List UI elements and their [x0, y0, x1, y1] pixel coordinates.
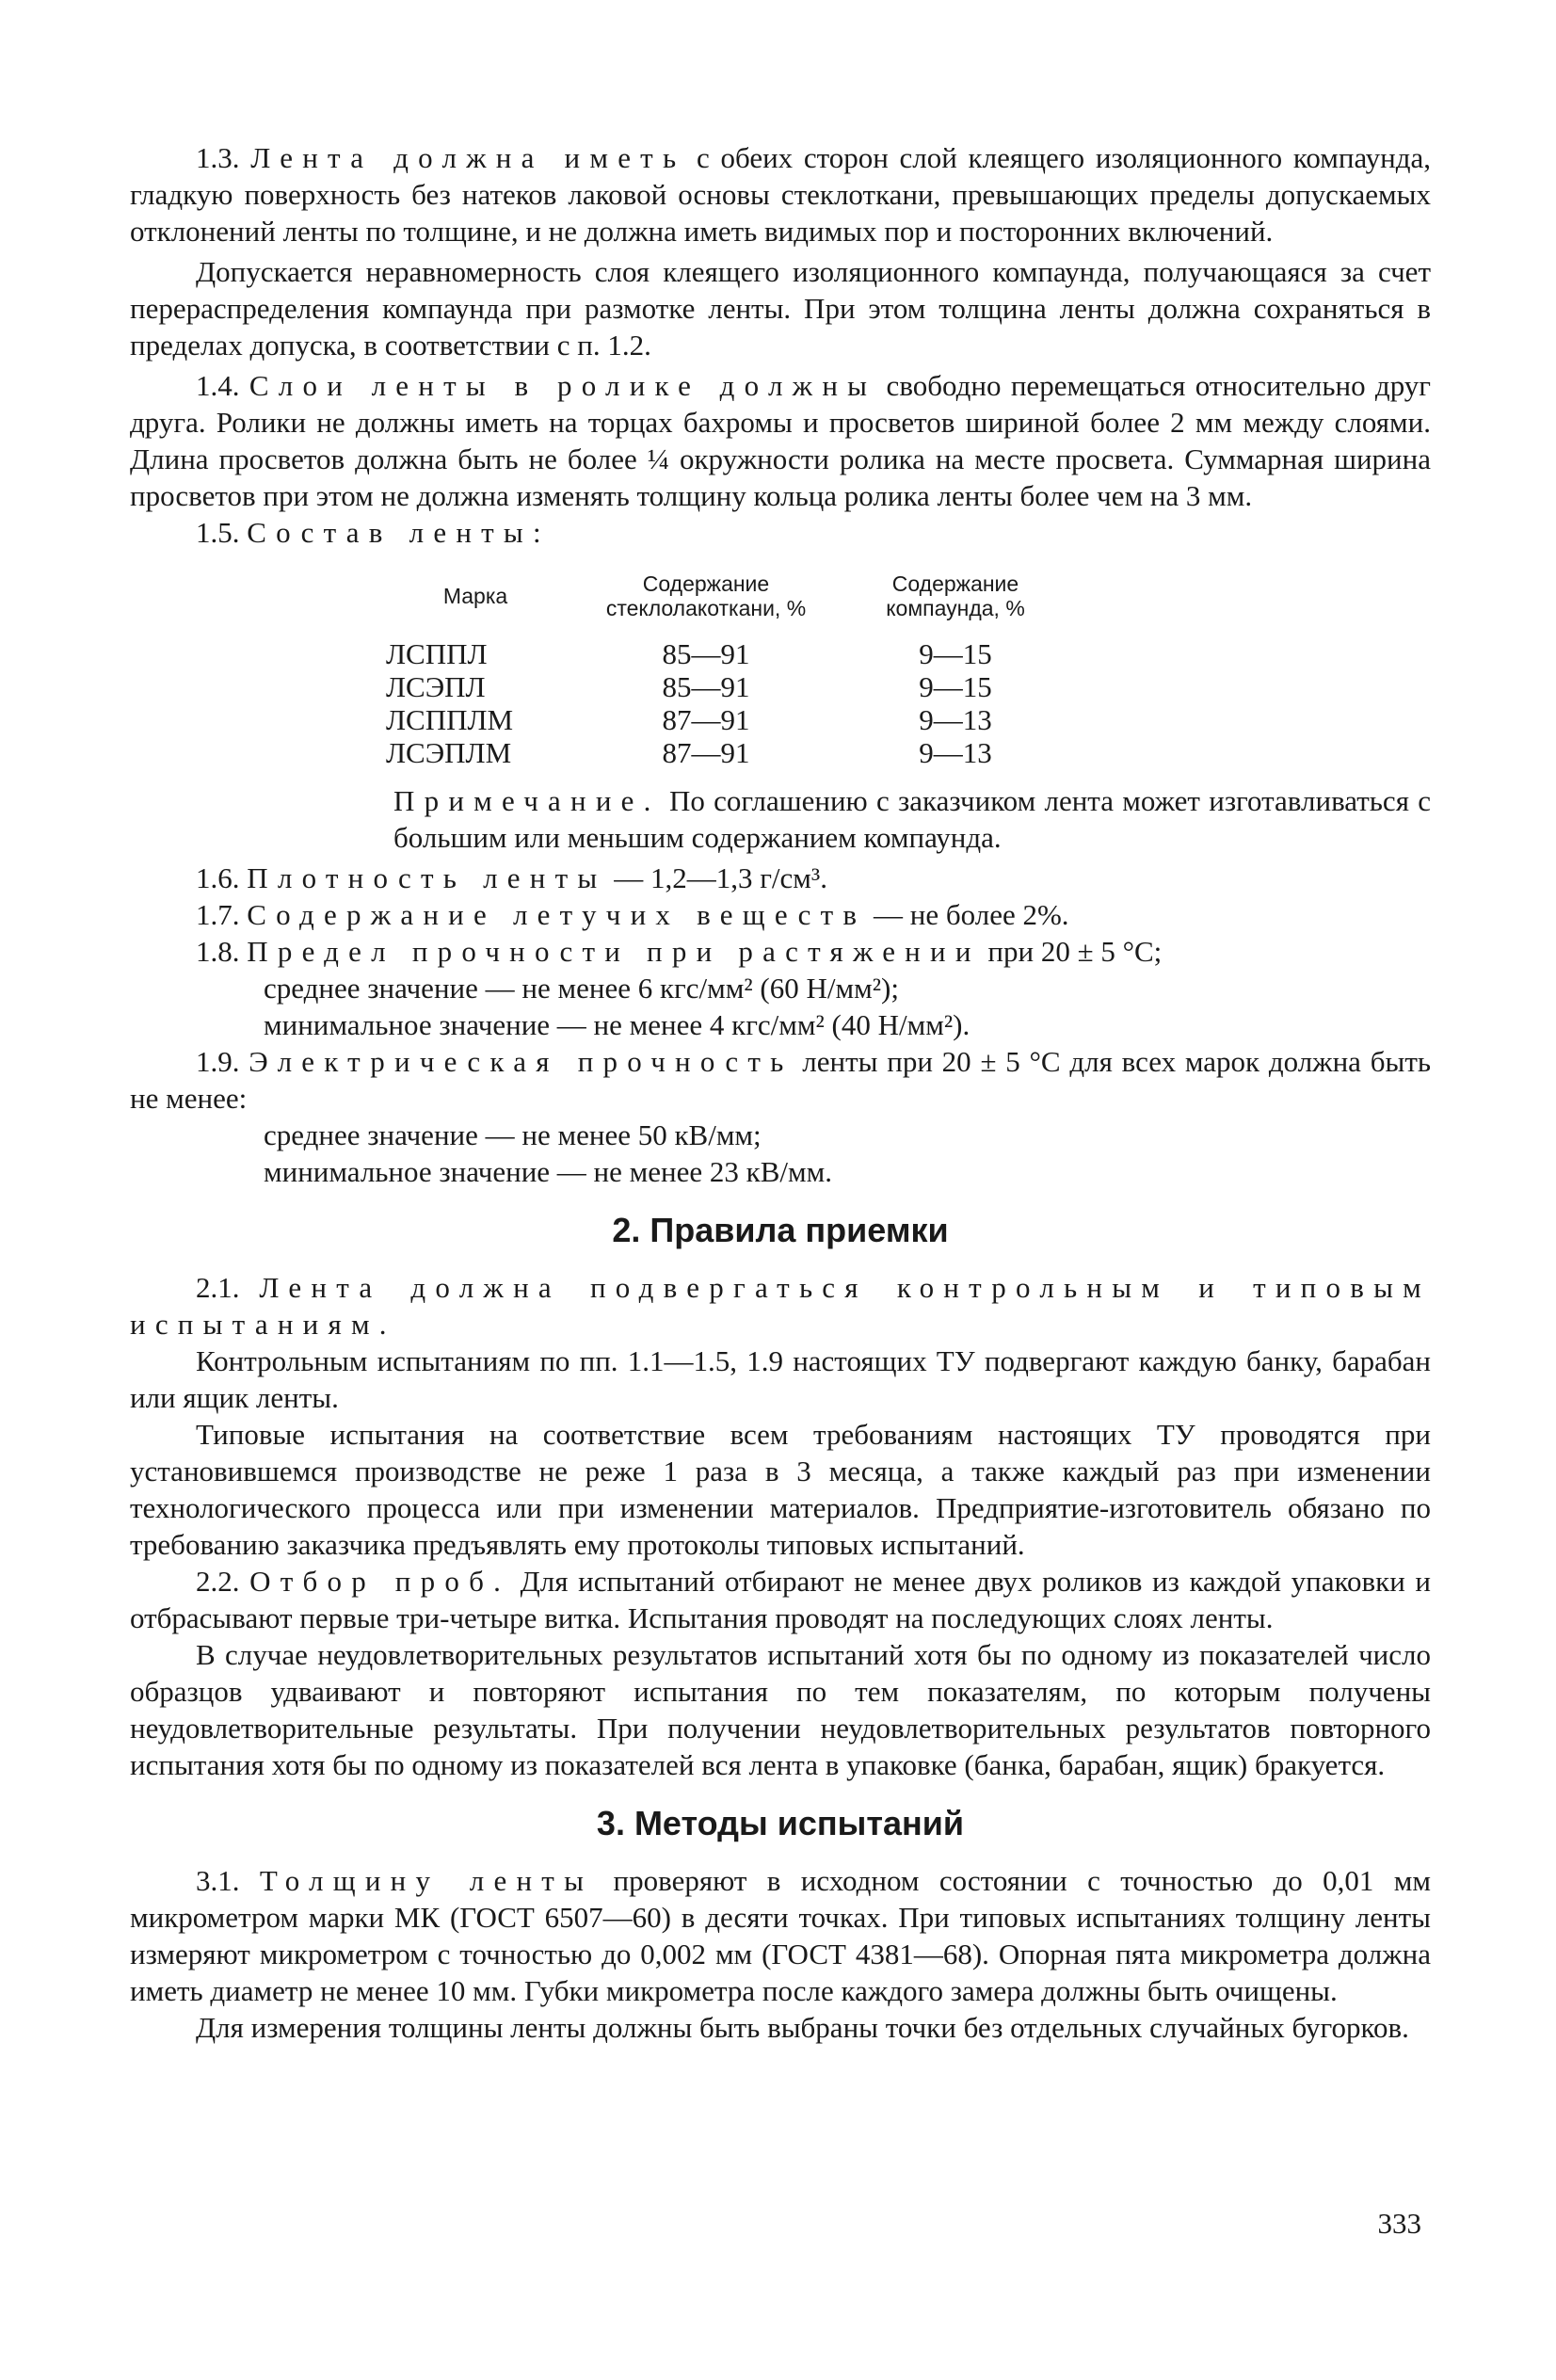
clause-term: Слои ленты в ролике должны: [249, 369, 877, 402]
clause-number: 1.4.: [196, 369, 240, 402]
clause-1-9: [130, 1043, 1431, 1117]
clause-line: минимальное значение — не менее 23 кВ/мм.: [264, 1155, 832, 1188]
clause-1-4: [130, 367, 1431, 514]
clause-line: среднее значение — не менее 6 кгс/мм² (60 Н/мм²);: [264, 972, 899, 1005]
clause-1-5: [130, 514, 1431, 551]
clause-number: 1.3.: [196, 141, 240, 174]
clause-text: с обеих сторон слой клеящего изоляционного компаунда, гладкую поверхность без натеков лаковой основы стеклоткани, превышающих пределы допускаемых отклонений ленты по толщине, и не должна иметь видимых пор и посторонних включений.: [130, 141, 1431, 248]
section-heading: 3. Методы испытаний: [596, 1804, 965, 1842]
clause-1-7: [130, 896, 1431, 933]
clause-text: — не более 2%.: [866, 898, 1069, 931]
clause-2-2: [130, 1563, 1431, 1636]
note: [393, 782, 1431, 856]
clause-term: Электрическая прочность: [249, 1045, 794, 1078]
clause-term: Лента должна иметь: [250, 141, 686, 174]
clause-term: Плотность ленты: [247, 861, 607, 894]
clause-text: проверяют в исходном состоянии с точностью до 0,01 мм микрометром марки МК (ГОСТ 6507—60) в десяти точках. При типовых испытаниях толщину ленты измеряют микрометром с точностью до 0,002 мм (ГОСТ 4381—68). Опорная пята микрометра должна иметь диаметр не менее 10 мм. Губки микрометра после каждого замера должны быть очищены.: [130, 1864, 1432, 2007]
clause-number: 1.7.: [196, 898, 240, 931]
table-cell: 9—15: [919, 670, 992, 703]
page-number: 333: [1377, 2207, 1421, 2240]
clause-term: Состав ленты:: [247, 516, 551, 549]
clause-term: Лента должна подвергаться контрольным и типовым испытаниям.: [130, 1271, 1432, 1341]
paragraph: Типовые испытания на соответствие всем требованиям настоящих ТУ проводятся при установившемся производстве не реже 1 раза в 3 месяца, а также каждый раз при изменении технологического процесса или при изменении материалов. Предприятие-изготовитель обязано по требованию заказчика предъявлять ему протоколы типовых испытаний.: [130, 1418, 1431, 1561]
clause-text: — 1,2—1,3 г/см³.: [606, 861, 827, 894]
table-row: [386, 736, 1064, 769]
clause-text: при 20 ± 5 °С;: [980, 935, 1163, 968]
table-cell: 9—15: [919, 637, 992, 670]
table-cell: ЛСППЛ: [386, 637, 488, 670]
paragraph: В случае неудовлетворительных результатов испытаний хотя бы по одному из показателей число образцов удваивают и повторяют испытания по тем показателям, по которым получены неудовлетворительные результаты. При получении неудовлетворительных результатов повторного испытания хотя бы по одному из показателей вся лента в упаковке (банка, барабан, ящик) бракуется.: [130, 1638, 1431, 1781]
clause-1-6: [130, 860, 1431, 896]
clause-term: Предел прочности при растяжении: [247, 935, 981, 968]
clause-number: 1.9.: [196, 1045, 240, 1078]
table-cell: ЛСЭПЛ: [386, 670, 486, 703]
table-cell: 87—91: [662, 703, 750, 736]
note-text: По соглашению с заказчиком лента может изготавливаться с большим или меньшим содержанием компаунда.: [393, 784, 1431, 854]
table-header: Содержание стеклолакоткани, %: [605, 571, 807, 620]
clause-number: 3.1.: [196, 1864, 240, 1897]
table-cell: 9—13: [919, 703, 992, 736]
clause-2-1: [130, 1269, 1431, 1343]
table-cell: ЛСППЛМ: [386, 703, 514, 736]
clause-number: 2.1.: [196, 1271, 240, 1304]
table-row: [386, 670, 1064, 703]
clause-line: среднее значение — не менее 50 кВ/мм;: [264, 1118, 762, 1151]
table-cell: 85—91: [662, 637, 750, 670]
clause-number: 1.8.: [196, 935, 240, 968]
clause-number: 1.5.: [196, 516, 240, 549]
table-cell: ЛСЭПЛМ: [386, 736, 512, 769]
clause-number: 2.2.: [196, 1565, 240, 1598]
table-header: Марка: [442, 584, 508, 608]
table-cell: 87—91: [662, 736, 750, 769]
clause-text: свободно перемещаться относительно друг друга. Ролики не должны иметь на торцах бахромы и просветов шириной более 2 мм между слоями. Длина просветов должна быть не более ¼ окружности ролика на месте просвета. Суммарная ширина просветов при этом не должна изменять толщину кольца ролика ленты более чем на 3 мм.: [130, 369, 1432, 512]
clause-text: Для испытаний отбирают не менее двух роликов из каждой упаковки и отбрасывают первые три-четыре витка. Испытания проводят на последующих слоях ленты.: [130, 1565, 1431, 1634]
clause-text: ленты при 20 ± 5 °С для всех марок должна быть не менее:: [130, 1045, 1432, 1115]
note-label: Примечание.: [393, 784, 661, 817]
table-cell: 9—13: [919, 736, 992, 769]
clause-1-8: [130, 933, 1431, 970]
table-header-row: [386, 571, 1064, 637]
table-cell: 85—91: [662, 670, 750, 703]
clause-line: минимальное значение — не менее 4 кгс/мм² (40 Н/мм²).: [264, 1008, 970, 1041]
clause-term: Отбор проб.: [249, 1565, 511, 1598]
composition-table: [386, 571, 1064, 769]
document-page: [130, 139, 1431, 2046]
clause-3-1: [130, 1862, 1431, 2009]
table-row: [386, 637, 1064, 670]
paragraph: Для измерения толщины ленты должны быть выбраны точки без отдельных случайных бугорков.: [196, 2011, 1409, 2044]
clause-number: 1.6.: [196, 861, 240, 894]
clause-term: Содержание летучих веществ: [247, 898, 867, 931]
paragraph: Допускается неравномерность слоя клеящего изоляционного компаунда, получающаяся за счет перераспределения компаунда при размотке ленты. При этом толщина ленты должна сохраняться в пределах допуска, в соответствии с п. 1.2.: [130, 255, 1431, 362]
clause-1-3: [130, 139, 1431, 249]
paragraph: Контрольным испытаниям по пп. 1.1—1.5, 1.9 настоящих ТУ подвергают каждую банку, барабан или ящик ленты.: [130, 1344, 1431, 1414]
section-heading: 2. Правила приемки: [612, 1211, 949, 1249]
clause-term: Толщину ленты: [259, 1864, 594, 1897]
table-header: Содержание компаунда, %: [886, 571, 1025, 620]
table-row: [386, 703, 1064, 736]
